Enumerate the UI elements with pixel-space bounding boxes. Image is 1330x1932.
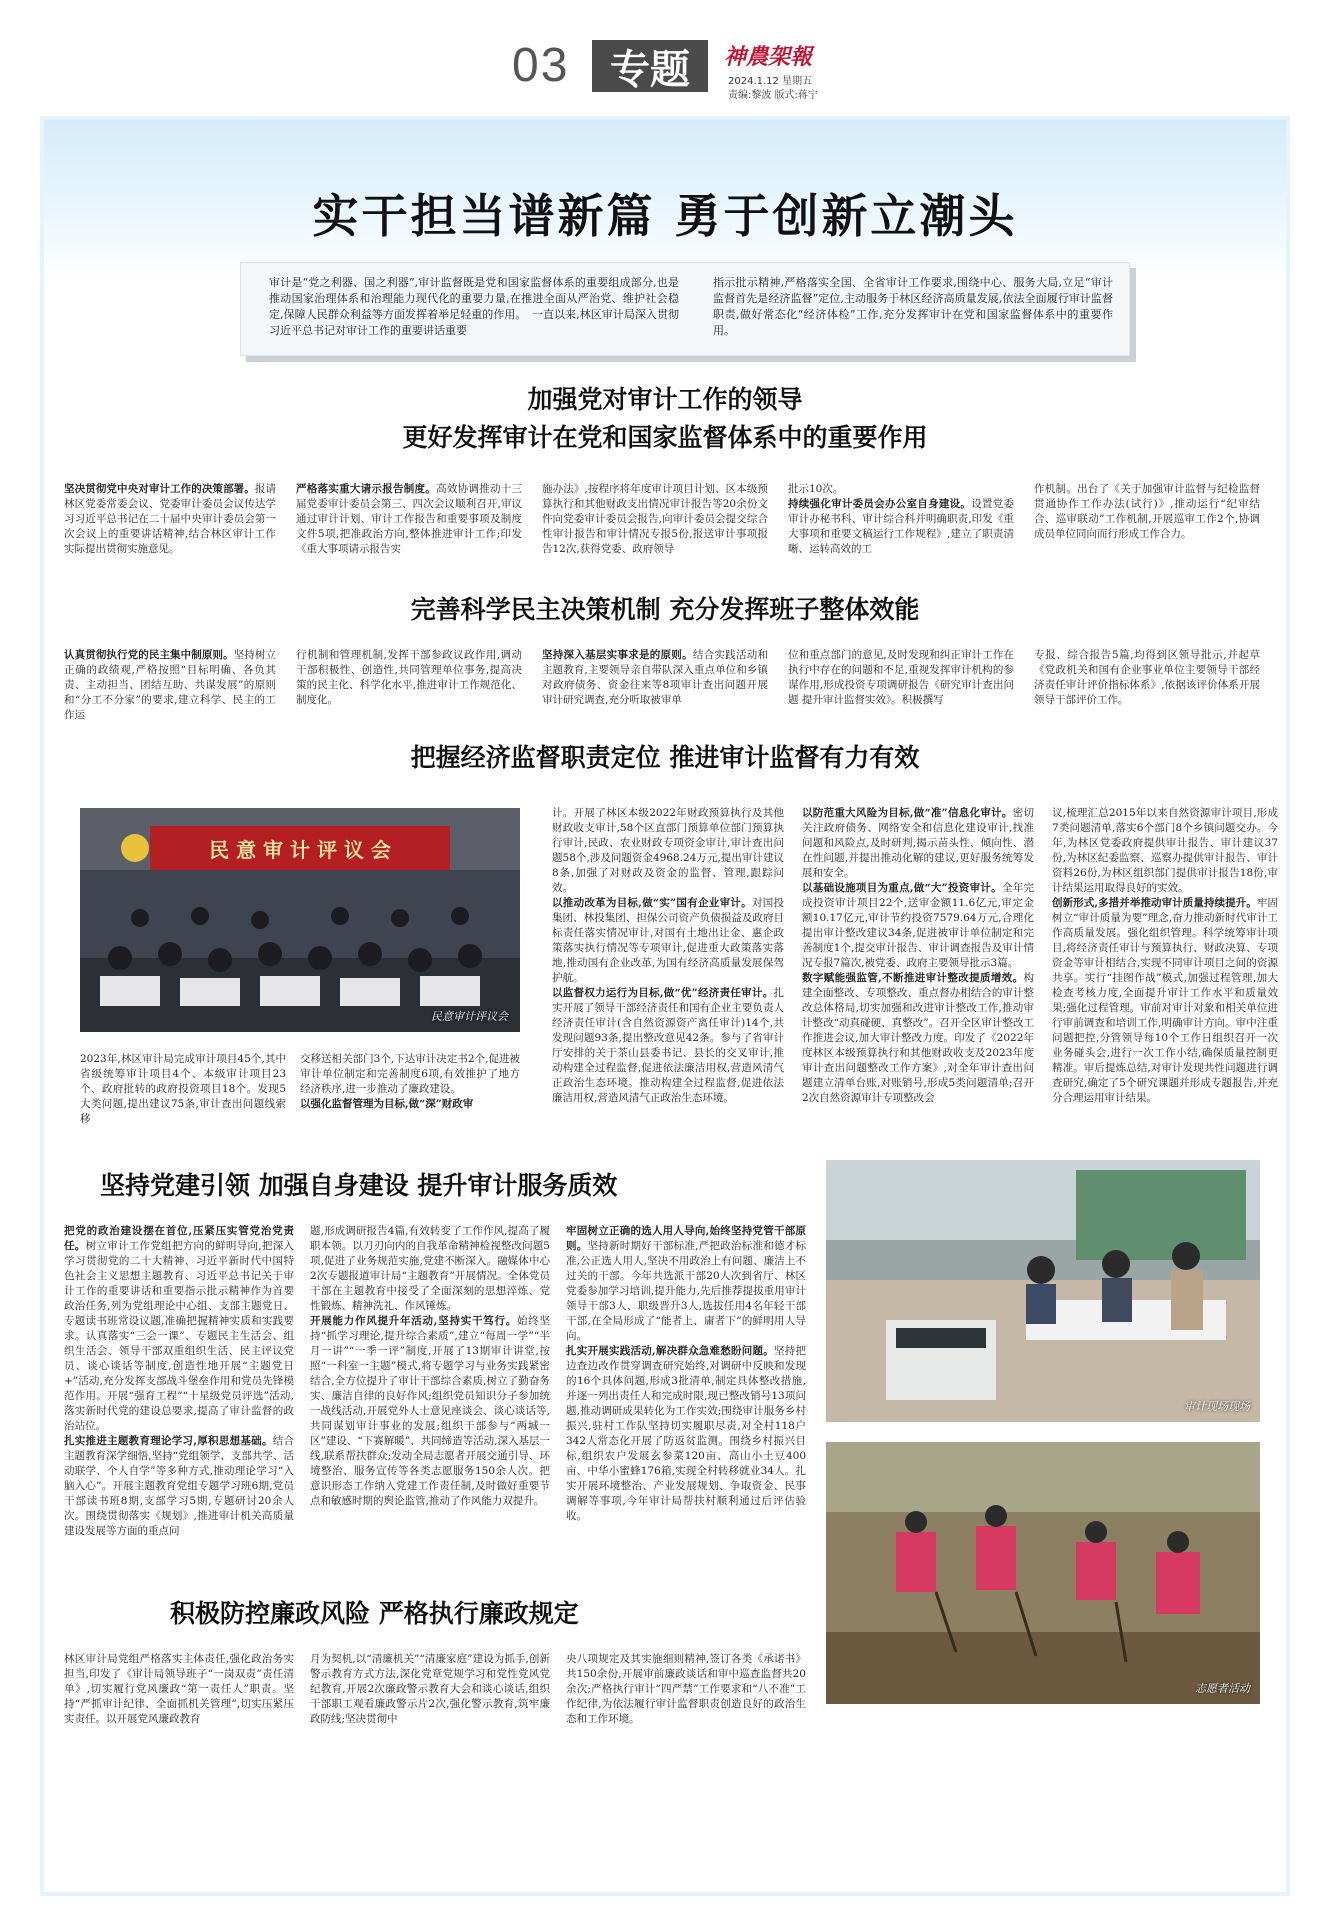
- s4-c3b-lead: 扎实开展实践活动,解决群众急难愁盼问题。: [566, 1345, 775, 1357]
- footer-rule: [44, 1894, 1286, 1896]
- s3-c3c-body: 扎实开展了领导干部经济责任和国有企业主要负责人经济责任审计(含自然资源资产离任审计)14个,共发现问题93条,提出整改意见42条。参与了省审计厅安排的关于茶山县委书记、县长的交叉审计,推动构建全过程监督,促进依法廉洁用权,营造风清气正政治生态环境。推动构建全过程监督,促进依法廉洁用权,营造风清气正政治生态环境。: [552, 987, 784, 1104]
- volunteer-photo: [826, 1442, 1260, 1704]
- meeting-banner-text: 民 意 审 计 评 议 会: [209, 838, 391, 862]
- intro-text-left: 审计是“党之利器、国之利器”,审计监督既是党和国家监督体系的重要组成部分,也是推动国家治理体系和治理能力现代化的重要力量,在推进全面从严治党、维护社会稳定,保障人民群众利益等方面发挥着举足轻重的作用。 一直以来,林区审计局深入贯彻习近平总书记对审计工作的重要讲话重要: [269, 276, 679, 337]
- s2-column-3: [542, 648, 768, 740]
- s1-column-1: [64, 482, 276, 582]
- s4-c1-lead: 把党的政治建设摆在首位,压紧压实管党治党责任。: [64, 1225, 294, 1252]
- s1-c1-body: 报请林区党委常委会议、党委审计委员会议传达学习习近平总书记在二十届中央审计委员会第一次会议上的重要讲话精神,结合林区审计工作实际提出贯彻实施意见。: [64, 483, 276, 555]
- s1-column-5: 作机制。出台了《关于加强审计监督与纪检监督贯通协作工作办法(试行)》,推动运行“纪审结合、巡审联动”工作机制,开展巡审工作2个,协调成员单位同向而行形成工作合力。: [1034, 483, 1260, 540]
- section-4-title: 坚持党建引领 加强自身建设 提升审计服务质效: [100, 1171, 618, 1200]
- audit-site-photo-caption: 审计现场现场: [1184, 1400, 1250, 1413]
- s4-c3-body: 坚持新时期好干部标准,严把政治标准和德才标准,公正选人用人,坚决不用政治上有问题、廉洁上不过关的干部。今年共选派干部20人次到省厅、林区党委参加学习培训,提升能力,先后推荐提拔重用审计领导干部3人、职级晋升3人,选拔任用4名年轻干部干部,在全局形成了“能者上、庸者下”的鲜明用人导向。: [566, 1240, 806, 1342]
- s4-column-1: [64, 1224, 294, 1654]
- s2-c1-lead: 认真贯彻执行党的民主集中制原则。: [64, 649, 234, 661]
- s3-column-3: [552, 806, 784, 1172]
- s2-column-1: [64, 648, 276, 740]
- section-tag: 专题: [592, 40, 708, 92]
- s3-bp-c2-body: 交移送相关部门3个,下达审计决定书2个,促进被审计单位制定和完善制度6项,有效推护了地方经济秩序,进一步推动了廉政建设。: [300, 1053, 520, 1095]
- s3-c4-body: 密切关注政府债务、网络安全和信息化建设审计,找准问题和风险点,及时研判,揭示苗头性、倾向性、潜在性问题,并提出推动化解的建议,更好服务统筹发展和安全。: [802, 807, 1034, 879]
- s1-c2-body: 高效协调推动十三届党委审计委员会第三、四次会议顺利召开,审议通过审计计划、审计工作报告和重要事项及制度文件5项,把准政治方向,整体推进审计工作;印发《重大事项请示报告实: [296, 483, 522, 555]
- s1-c2-lead: 严格落实重大请示报告制度。: [296, 483, 437, 495]
- s3-c5b-lead: 创新形式,多措并举推动审计质量持续提升。: [1052, 897, 1257, 909]
- s2-c1-body: 坚持树立正确的政绩观,严格按照“目标明确、各负其责、主动担当、团结互助、共谋发展”的原则和“分工不分家”的要求,建立科学、民主的工作运: [64, 649, 276, 721]
- s3-c4b-body: 全年完成投资审计项目22个,送审金额11.6亿元,审定金额10.17亿元,审计节约投资7579.64万元,合理化提出审计整改建议34条,促进被审计单位制定和完善制度1个,提交审计报告、审计调查报告及审计情况专报7篇次,被党委、政府主要领导批示3篇。: [802, 882, 1034, 969]
- section-2-title: 完善科学民主决策机制 充分发挥班子整体效能: [410, 595, 920, 624]
- s2-column-4: 位和重点部门的意见,及时发现和纠正审计工作在执行中存在的问题和不足,重视发挥审计机构的参谋作用,形成投资专项调研报告《研究审计查出问题 提升审计监督实效》。积极撰写: [788, 649, 1014, 706]
- s4-c2b-body: 始终坚持“抓学习理论,提升综合素质”,建立“每周一学”“半月一讲”“一季一评”制度,开展了13期审计讲堂,按照“一科室一主题”模式,将专题学习与业务实践紧密结合,全方位提升了审计干部综合素质,树立了勤奋务实、廉洁自律的良好作风;组织党员知识分子参加统一战线活动,开展党外人士意见座谈会、谈心谈话等,共同谋划审计事业的发展;组织干部参与“两城一区”建设、“下赛解暖”、共同缔造等活动,深入基层一线,联系帮扶群众;发动全局志愿者开展交通引导、环境整治、服务宣传等各类志愿服务150余人次。把意识形态工作纳入党建工作责任制,及时做好重要节点和敏感时期的舆论监管,推动了作风能力双提升。: [310, 1315, 550, 1507]
- meeting-photo-caption: 民意审计评议会: [431, 1010, 508, 1023]
- s3-column-4: [802, 806, 1034, 1172]
- s4-c3b-body: 坚持把边查边改作贯穿调查研究始终,对调研中反映和发现的16个具体问题,形成3批清单,制定具体整改措施,并逐一列出责任人和完成时限,现已整改销号13项问题,推动调研成果转化为工作实效;围绕审计服务乡村振兴,驻村工作队坚持切实履职尽责,对全村118户342人常态化开展了防返贫监测。围绕乡村振兴目标,组织农户发展玄参菜120亩、高山小土豆400亩、中华小蜜蜂176箱,实现全村转移就业34人。扎实开展环境整治、产业发展规划、争取资金、民事调解等事项,今年审计局帮扶村顺利通过后评估验收。: [566, 1345, 806, 1522]
- s4-column-3: [566, 1224, 806, 1654]
- intro-text-right: 指示批示精神,严格落实全国、全省审计工作要求,围绕中心、服务大局,立足“审计监督首先是经济监督”定位,主动服务于林区经济高质量发展,依法全面履行审计监督职责,做好常态化“经济体检”工作,充分发挥审计在党和国家监督体系中的重要作用。: [713, 276, 1113, 337]
- audit-site-photo-image: [826, 1160, 1260, 1422]
- s3-below-photo-column-1: 2023年,林区审计局完成审计项目45个,其中省级统筹审计项目4个、本级审计项目23个、政府批转的政府投资项目18个。发现5大类问题,提出建议75条,审计查出问题线索移: [80, 1053, 286, 1125]
- s4-c1b-lead: 扎实推进主题教育理论学习,厚积思想基础。: [64, 1435, 273, 1447]
- s4-c2-body: 题,形成调研报告4篇,有效转变了工作作风,提高了履职本领。以刀刃向内的自我革命精神检视整改问题5项,促进了业务规范实施,党建不断深入。融媒体中心2次专题报道审计局“主题教育”开展情况。全体党员干部在主题教育中接受了全面深刻的思想淬炼、党性锻炼、精神洗礼、作风锤炼。: [310, 1225, 550, 1312]
- s4-c3-lead: 牢固树立正确的选人用人导向,始终坚持党管干部原则。: [566, 1225, 806, 1252]
- s3-below-photo-column-2: [300, 1052, 520, 1172]
- s1-c4b-body: 设置党委审计办秘书科、审计综合科并明确职责,印发《重大事项和重要文稿运行工作规程》,建立了职责清晰、运转高效的工: [788, 498, 1014, 555]
- audit-site-photo: [826, 1160, 1260, 1422]
- section-1-title-line1: 加强党对审计工作的领导: [527, 385, 803, 414]
- masthead: [0, 0, 1330, 110]
- s4-c2b-lead: 开展能力作风提升年活动,坚持实干笃行。: [310, 1315, 517, 1327]
- intro-box: [240, 262, 1130, 356]
- s3-bp-c2b-lead: 以强化监督管理为目标,做“深”财政审: [300, 1098, 474, 1110]
- s3-c4c-body: 构建全面整改、专项整改、重点督办相结合的审计整改总体格局,切实加强和改进审计整改工作,推动审计整改“动真碰硬、真整改”。召开全区审计整改工作推进会议,加大审计整改力度。印发了《2022年度林区本级预算执行和其他财政收支及2023年度审计查出问题整改工作方案》,对全年审计查出问题建立清单台账,对账销号,形成5类问题清单;召开2次自然资源审计专项整改会: [802, 972, 1034, 1104]
- s1-c4-body: 批示10次。: [788, 483, 844, 495]
- s1-column-2: [296, 482, 522, 582]
- s1-column-3: 施办法》,按程序将年度审计项目计划、区本级预算执行和其他财政支出情况审计报告等20余份文件向党委审计委员会报告,向审计委员会提交综合性审计报告和审计情况专报5份,报送审计事项报告12次,获得党委、政府领导: [542, 483, 768, 555]
- s3-c3-body: 计。开展了林区本级2022年财政预算执行及其他财政收支审计,58个区直部门预算单位部门预算执行审计,民政、农业财政专项资金审计,审计查出问题58个,涉及问题资金4968.24万元,提出审计建议8条,加强了对财政及资金的监督、管理,跟踪问效。: [552, 807, 784, 894]
- issue-staff: 责编:黎波 版式:蒋宁: [728, 90, 818, 101]
- s3-c3c-lead: 以监督权力运行为目标,做“优”经济责任审计。: [552, 987, 774, 999]
- s3-c4b-lead: 以基础设施项目为重点,做“大”投资审计。: [802, 882, 1002, 894]
- s3-c3b-body: 对国投集团、林投集团、担保公司资产负债损益及政府目标责任落实情况审计,对国有土地出让金、惠企政策落实执行情况等专项审计,促进重大政策落实落地,推动国有企业改革,为国有经济高质量发展保驾护航。: [552, 897, 784, 984]
- s2-c3-lead: 坚持深入基层实事求是的原则。: [542, 649, 693, 661]
- s3-column-5: [1052, 806, 1278, 1172]
- s1-c4b-lead: 持续强化审计委员会办公室自身建设。: [788, 498, 972, 510]
- page-number: 03: [512, 39, 570, 92]
- volunteer-photo-caption: 志愿者活动: [1195, 1682, 1250, 1695]
- meeting-photo: [80, 808, 520, 1032]
- volunteer-photo-image: [826, 1442, 1260, 1704]
- s3-c5-body: 议,梳理汇总2015年以来自然资源审计项目,形成7类问题清单,落实6个部门8个乡镇问题交办。今年,为林区党委政府提供审计报告、审计建议37份,为林区纪委监察、巡察办提供审计报告、审计资料26份,为林区组织部门提供审计报告18份,审计结果运用取得良好的实效。: [1052, 807, 1278, 894]
- s1-column-4: [788, 482, 1014, 582]
- s3-c5b-body: 牢固树立“审计质量为要”理念,奋力推动新时代审计工作高质量发展。强化组织管理。科学统筹审计项目,将经济责任审计与预算执行、财政决算、专项资金等审计相结合,实现不同审计项目之间的资源共享。实行“挂图作战”模式,加强过程管理,加大检查考核力度,全面提升审计工作水平和质量效果;强化过程管理。审前对审计对象和相关单位进行审前调查和培训工作,明确审计方向。审中注重问题把控,分管领导每10个工作日组织召开一次业务碰头会,进行一次工作小结,确保质量控制更精准。审后提炼总结,对审计发现共性问题进行调查研究,确定了5个研究课题并形成专题报告,并充分合理运用审计结果。: [1052, 897, 1278, 1104]
- s5-column-2: 月为契机,以“清廉机关”“清廉家庭”建设为抓手,创新警示教育方式方法,深化党章党规学习和党性党风党纪教育,开展2次廉政警示教育大会和谈心谈话,组织干部职工观看廉政警示片2次,强化警示教育,筑牢廉政防线;坚决贯彻中: [310, 1653, 550, 1725]
- issue-date: 2024.1.12 星期五: [728, 76, 813, 87]
- s5-column-3: 央八项规定及其实施细则精神,签订各类《承诺书》共150余份,开展审前廉政谈话和审中巡查监督共20余次;严格执行审计“四严禁”工作要求和“八不准”工作纪律,为依法履行审计监督职责创造良好的政治生态和工作环境。: [566, 1653, 806, 1725]
- s2-c3-body: 结合实践活动和主题教育,主要领导亲自带队深入重点单位和乡镇对政府债务、资金往来等8项审计查出问题开展审计研究调查,充分听取被审单: [542, 649, 768, 706]
- page-headline: 实干担当谱新篇 勇于创新立潮头: [312, 189, 1018, 243]
- s4-c1b-body: 结合主题教育深学细悟,坚持“党组领学、支部共学、活动联学、个人自学”等多种方式,推动理论学习“入脑入心”。开展主题教育党组专题学习班6期,党员干部读书班8期,支部学习5期,专题研讨20余人次。围绕贯彻落实《规划》,推进审计机关高质量建设发展等方面的重点问: [64, 1435, 294, 1537]
- s1-c1-lead: 坚决贯彻党中央对审计工作的决策部署。: [64, 483, 255, 495]
- s5-column-1: 林区审计局党组严格落实主体责任,强化政治务实担当,印发了《审计局领导班子“一岗双责”责任清单》,切实履行党风廉政“第一责任人”职责。坚持“严抓审计纪律、全面抓机关管理”,切实压紧压实责任。以开展党风廉政教育: [64, 1653, 294, 1725]
- s3-c3b-lead: 以推动改革为目标,做“实”国有企业审计。: [552, 897, 752, 909]
- s4-c1-body: 树立审计工作党组把方向的鲜明导向,把深入学习贯彻党的二十大精神、习近平新时代中国特色社会主义思想主题教育、习近平总书记关于审计工作的重要讲话和重要指示批示精神作为首要政治任务,列为党组理论中心组、支部主题党日、专题读书班常设议题,准确把握精神实质和实践要求。认真落实“三会一课”、专题民主生活会、组织生活会、领导干部双重组织生活、民主评议党员、谈心谈话等制度,创造性地开展“主题党日+”活动,充分发挥支部战斗堡垒作用和党员先锋模范作用。开展“强育工程”“十星级党员评选”活动,落实新时代党的建设总要求,提高了审计监督的政治站位。: [64, 1240, 294, 1432]
- section-3-title: 把握经济监督职责定位 推进审计监督有力有效: [410, 743, 920, 772]
- section-1-title-line2: 更好发挥审计在党和国家监督体系中的重要作用: [402, 423, 928, 452]
- s2-column-2: 行机制和管理机制,发挥干部参政议政作用,调动干部积极性、创造性,共同管理单位事务,提高决策的民主化、科学化水平,推进审计工作规范化、制度化。: [296, 649, 522, 706]
- newspaper-logo: 神農架報: [724, 44, 813, 70]
- s3-c4-lead: 以防范重大风险为目标,做“准”信息化审计。: [802, 807, 1013, 819]
- section-5-title: 积极防控廉政风险 严格执行廉政规定: [170, 1599, 579, 1628]
- s2-column-5: 专报、综合报告5篇,均得到区领导批示,并起草《党政机关和国有企业事业单位主要领导干部经济责任审计评价指标体系》,依据该评价体系开展领导干部评价工作。: [1034, 649, 1260, 706]
- s3-c4c-lead: 数字赋能强监管,不断推进审计整改提质增效。: [802, 972, 1024, 984]
- s4-column-2: [310, 1224, 550, 1654]
